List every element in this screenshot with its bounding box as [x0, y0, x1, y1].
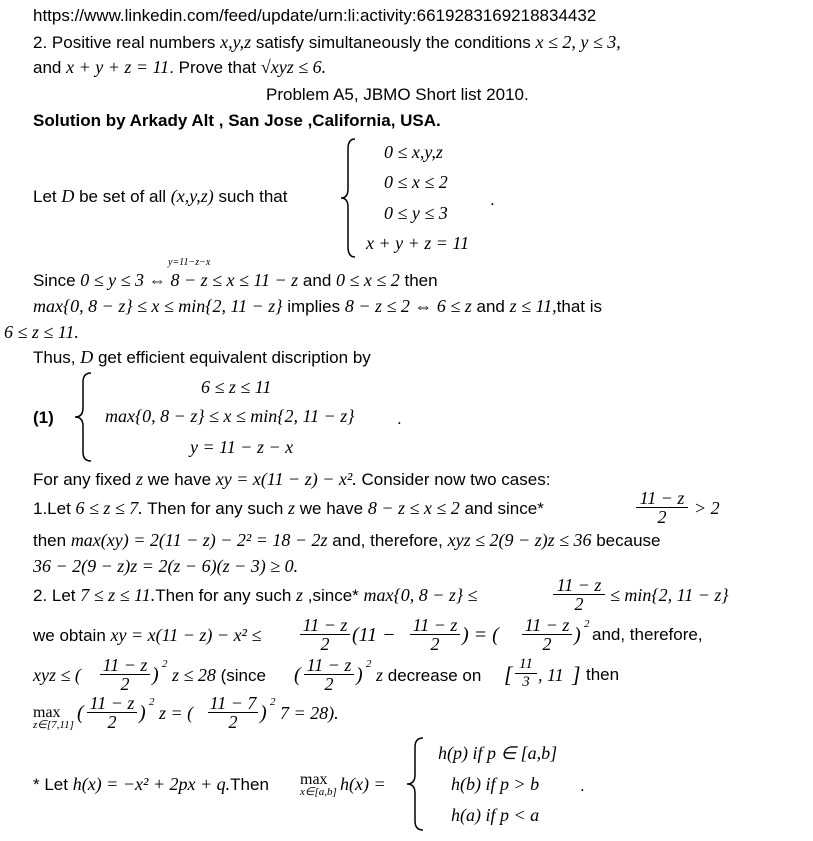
max-close-2: ): [260, 702, 267, 724]
since-line-1: Since 0 ≤ y ≤ 3 ⇔ 8 − z ≤ x ≤ 11 − z and 0 ≤ x ≤ 2 then: [33, 270, 438, 290]
max-sub: z∈[7,11]: [33, 719, 74, 731]
problem-line-1: 2. Positive real numbers x,y,z satisfy simultaneously the conditions x ≤ 2, y ≤ 3,: [33, 32, 621, 52]
case-1-gt: > 2: [694, 498, 720, 518]
xyz-since: z ≤ 28 (since: [172, 665, 266, 685]
problem-line-2: and x + y + z = 11. Prove that √xyz ≤ 6.: [33, 57, 327, 77]
set-intro: Let D be set of all (x,y,z) such that: [33, 186, 288, 206]
max-sq: 2: [149, 696, 155, 708]
obtain-eq: ) = (: [462, 624, 499, 646]
xyz-close: ): [152, 664, 159, 686]
obtain-paren: (11 −: [352, 624, 396, 646]
case-1-line: 1.Let 6 ≤ z ≤ 7. Then for any such z we have 8 − z ≤ x ≤ 2 and since*: [33, 498, 544, 518]
set-cond-1: 0 ≤ x,y,z: [384, 142, 443, 162]
footnote-max-sub: x∈[a,b]: [300, 786, 337, 798]
max-close: ): [139, 702, 146, 724]
case-2-min: ≤ min{2, 11 − z}: [610, 585, 729, 605]
equiv-cond-1: 6 ≤ z ≤ 11: [201, 377, 272, 397]
max-eq: z = (: [159, 703, 194, 723]
case-1-because: 36 − 2(9 − z)z = 2(z − 6)(z − 3) ≥ 0.: [33, 556, 299, 576]
interval-open: [: [504, 662, 513, 687]
case-2-line: 2. Let 7 ≤ z ≤ 11.Then for any such z ,since* max{0, 8 − z} ≤: [33, 585, 478, 605]
obtain-frac-1: 11 − z 2: [300, 616, 350, 653]
arrow-label: y=11−z−x: [168, 257, 211, 268]
since-line-3: 6 ≤ z ≤ 11.: [4, 322, 79, 342]
max-result: 7 = 28).: [280, 703, 339, 723]
xyz-then: then: [586, 665, 620, 684]
equiv-cond-3: y = 11 − z − x: [190, 437, 294, 457]
xyz-frac: 11 − z 2: [100, 656, 150, 693]
xyz-sq2: 2: [366, 658, 372, 670]
xyz-open2: (: [294, 664, 301, 686]
set-cond-2: 0 ≤ x ≤ 2: [384, 172, 448, 192]
equiv-arrow: ⇔: [148, 271, 166, 290]
case-1-then: then max(xy) = 2(11 − z) − 2² = 18 − 2z and, therefore, xyz ≤ 2(9 − z)z ≤ 36 because: [33, 530, 661, 550]
obtain-sq: 2: [584, 618, 590, 630]
footnote-max: max: [300, 771, 328, 788]
set-cond-3: 0 ≤ y ≤ 3: [384, 203, 448, 223]
case-2-frac: 11 − z 2: [553, 576, 605, 613]
interval-close: ]: [572, 662, 581, 687]
footnote-case-2: h(b) if p > b: [451, 774, 540, 794]
xyz-decrease: z decrease on: [376, 665, 482, 685]
max-open: (: [77, 702, 84, 724]
footnote-dot: .: [580, 776, 585, 795]
thus-line: Thus, D get efficient equivalent discription by: [33, 347, 371, 367]
system-label: (1): [33, 408, 54, 427]
obtain-frac-2: 11 − z 2: [410, 616, 460, 653]
source-url: https://www.linkedin.com/feed/update/urn:li:activity:6619283169218834432: [33, 6, 597, 25]
obtain-therefore: and, therefore,: [592, 625, 703, 644]
obtain-line: we obtain xy = x(11 − z) − x² ≤: [33, 625, 262, 645]
interval-frac: 11 3: [515, 656, 537, 691]
max-frac-1: 11 − z 2: [87, 694, 137, 731]
obtain-frac-3: 11 − z 2: [522, 616, 572, 653]
footnote-hx: h(x) =: [340, 774, 386, 794]
footnote-line: * Let h(x) = −x² + 2px + q.Then: [33, 774, 269, 794]
xyz-frac-2: 11 − z 2: [304, 656, 354, 693]
max-frac-2: 11 − 7 2: [209, 693, 257, 732]
xyz-close2: ): [356, 664, 363, 686]
xyz-sq: 2: [162, 658, 168, 670]
footnote-case-3: h(a) if p < a: [451, 805, 540, 825]
left-brace-3: [404, 736, 426, 832]
obtain-close: ): [574, 624, 581, 646]
equiv-dot: .: [397, 409, 402, 428]
xyz-le: xyz ≤ (: [33, 665, 81, 685]
max-sq-2: 2: [270, 696, 276, 708]
max-label: max: [33, 704, 61, 721]
solution-title: Solution by Arkady Alt , San Jose ,California, USA.: [33, 111, 441, 130]
problem-source: Problem A5, JBMO Short list 2010.: [266, 85, 529, 104]
interval-rest: , 11: [538, 665, 564, 685]
fixed-z-line: For any fixed z we have xy = x(11 − z) − x². Consider now two cases:: [33, 469, 551, 489]
set-dot: .: [490, 190, 495, 209]
footnote-case-1: h(p) if p ∈ [a,b]: [438, 743, 558, 763]
equiv-cond-2: max{0, 8 − z} ≤ x ≤ min{2, 11 − z}: [105, 406, 355, 426]
since-line-2: max{0, 8 − z} ≤ x ≤ min{2, 11 − z} implies 8 − z ≤ 2 ⇔ 6 ≤ z and z ≤ 11,that is: [33, 296, 603, 316]
case-1-frac: 11 − z 2: [636, 489, 688, 526]
left-brace-1: [338, 137, 358, 259]
set-cond-4: x + y + z = 11: [366, 233, 470, 253]
left-brace-2: [72, 371, 94, 463]
